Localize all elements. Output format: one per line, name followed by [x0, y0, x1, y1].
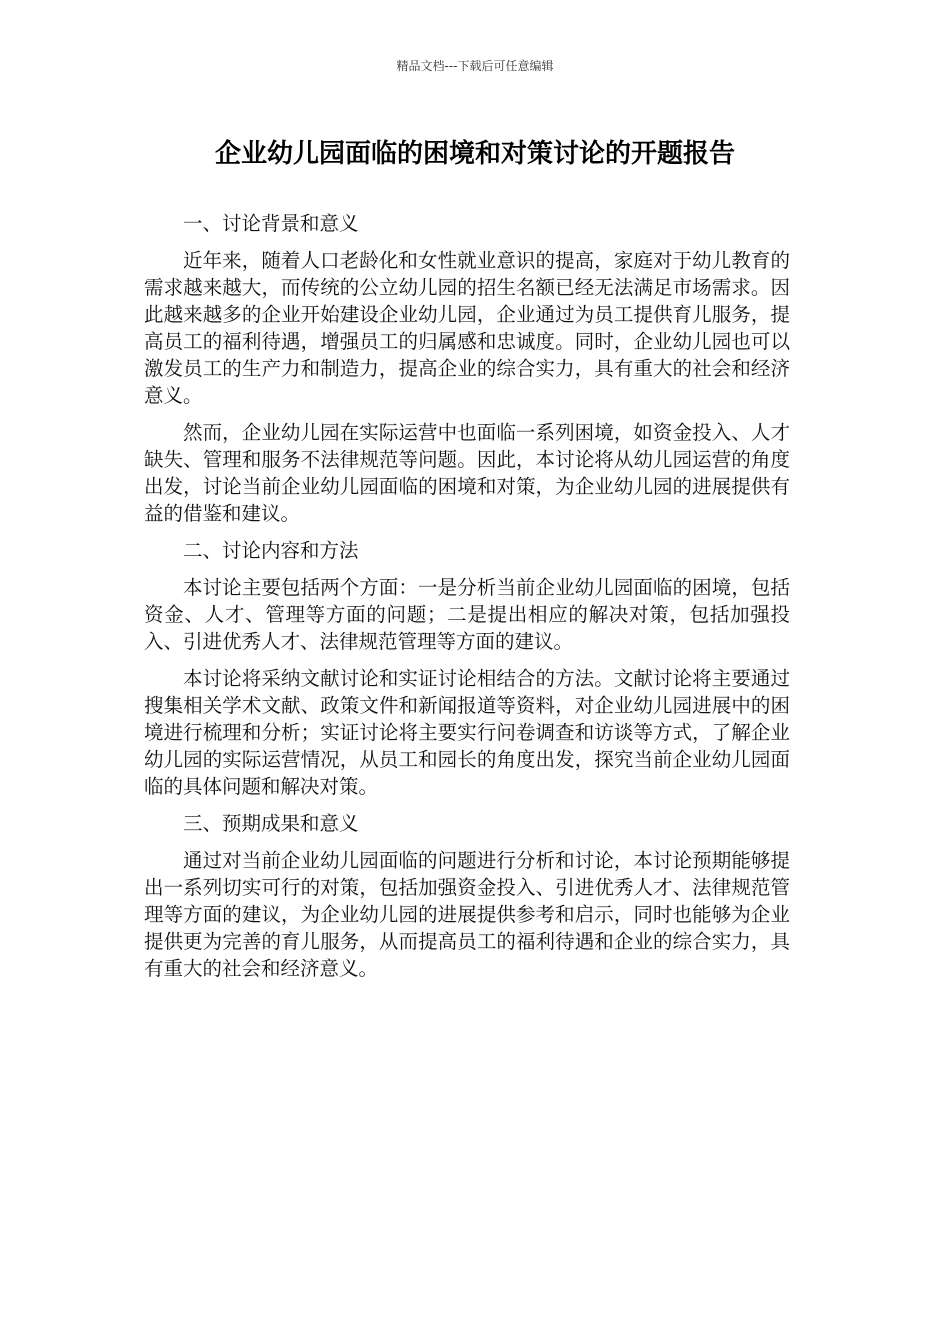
paragraph: 近年来，随着人口老龄化和女性就业意识的提高，家庭对于幼儿教育的需求越来越大，而传统的公立幼儿园的招生名额已经无法满足市场需求。因此越来越多的企业开始建设企业幼儿园，企业通过为员工提供育儿服务，提高员工的福利待遇，增强员工的归属感和忠诚度。同时，企业幼儿园也可以激发员工的生产力和制造力，提高企业的综合实力，具有重大的社会和经济意义。	[144, 249, 790, 407]
section-heading-content-methods: 二、讨论内容和方法	[183, 539, 359, 562]
section-heading-background: 一、讨论背景和意义	[183, 212, 359, 235]
paragraph: 然而，企业幼儿园在实际运营中也面临一系列困境，如资金投入、人才缺失、管理和服务不法律规范等问题。因此，本讨论将从幼儿园运营的角度出发，讨论当前企业幼儿园面临的困境和对策，为企业幼儿园的进展提供有益的借鉴和建议。	[144, 421, 790, 525]
document-title: 企业幼儿园面临的困境和对策讨论的开题报告	[214, 139, 735, 169]
document-body	[144, 210, 790, 992]
page-header-note: 精品文档---下载后可任意编辑	[396, 59, 554, 73]
section-heading-expected-results: 三、预期成果和意义	[183, 812, 359, 835]
paragraph: 通过对当前企业幼儿园面临的问题进行分析和讨论，本讨论预期能够提出一系列切实可行的对策，包括加强资金投入、引进优秀人才、法律规范管理等方面的建议，为企业幼儿园的进展提供参考和启示，同时也能够为企业提供更为完善的育儿服务，从而提高员工的福利待遇和企业的综合实力，具有重大的社会和经济意义。	[144, 849, 790, 980]
paragraph: 本讨论将采纳文献讨论和实证讨论相结合的方法。文献讨论将主要通过搜集相关学术文献、政策文件和新闻报道等资料，对企业幼儿园进展中的困境进行梳理和分析；实证讨论将主要实行问卷调查和访谈等方式，了解企业幼儿园的实际运营情况，从员工和园长的角度出发，探究当前企业幼儿园面临的具体问题和解决对策。	[144, 667, 790, 798]
paragraph: 本讨论主要包括两个方面：一是分析当前企业幼儿园面临的困境，包括资金、人才、管理等方面的问题；二是提出相应的解决对策，包括加强投入、引进优秀人才、法律规范管理等方面的建议。	[144, 576, 790, 653]
